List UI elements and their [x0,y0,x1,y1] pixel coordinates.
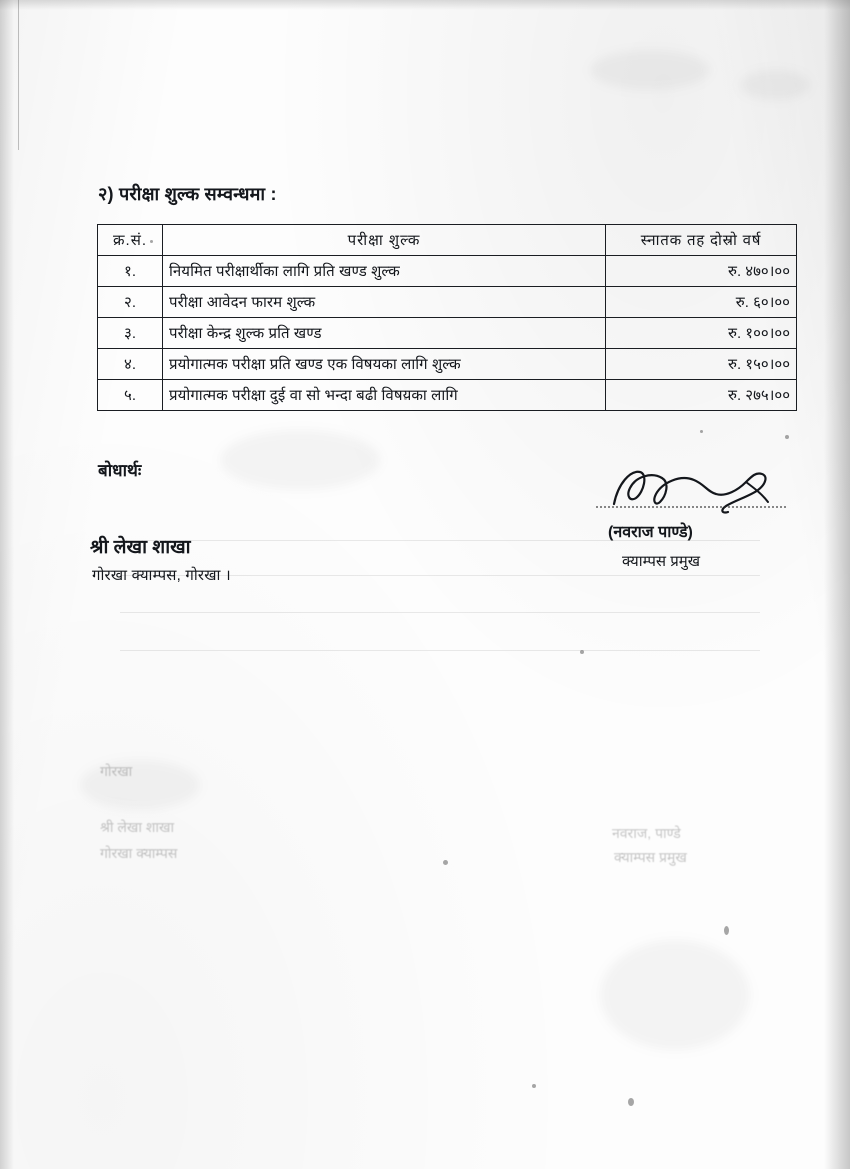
header-fee-description: परीक्षा शुल्क [163,225,606,256]
table-row [98,349,797,380]
cell-amount: रु. १००।०० [606,318,797,349]
cell-serial-number: २. [98,287,163,318]
cell-description: प्रयोगात्मक परीक्षा प्रति खण्ड एक विषयका लागि शुल्क [163,349,606,380]
signatory-name: (नवराज पाण्डे) [608,524,693,541]
cell-amount: रु. ६०।०० [606,287,797,318]
table-header-row [98,225,797,256]
cell-description: नियमित परीक्षार्थीका लागि प्रति खण्ड शुल्क [163,256,606,287]
table-row [98,380,797,411]
exam-fee-table [97,224,797,411]
cell-amount: रु. २७५।०० [606,380,797,411]
signature-dotted-line [596,506,786,508]
cell-serial-number: ५. [98,380,163,411]
cell-serial-number: ३. [98,318,163,349]
recipient-address: गोरखा क्याम्पस, गोरखा । [92,567,231,584]
signatory-title: क्याम्पस प्रमुख [622,553,700,570]
cell-serial-number: १. [98,256,163,287]
cell-serial-number: ४. [98,349,163,380]
bleed-through-text: गोरखा क्याम्पस [100,845,178,861]
cell-amount: रु. १५०।०० [606,349,797,380]
bleed-through-text: श्री लेखा शाखा [100,819,175,835]
table-row [98,287,797,318]
section-title: २) परीक्षा शुल्क सम्वन्धमा : [98,184,277,204]
bleed-through-text: गोरखा [100,763,133,779]
bleed-through-text: नवराज, पाण्डे [612,825,681,841]
recipient-name: श्री लेखा शाखा [90,537,191,558]
header-serial-number: क्र.सं. [98,225,163,256]
cell-amount: रु. ४७०।०० [606,256,797,287]
cell-description: परीक्षा आवेदन फारम शुल्क [163,287,606,318]
cell-description: प्रयोगात्मक परीक्षा दुई वा सो भन्दा बढी विषयका लागि [163,380,606,411]
table-row [98,318,797,349]
bleed-through-text: क्याम्पस प्रमुख [614,849,687,865]
table-row [98,256,797,287]
bodharth-label: बोधार्थः [98,461,142,480]
cell-description: परीक्षा केन्द्र शुल्क प्रति खण्ड [163,318,606,349]
header-amount: स्नातक तह दोस्रो वर्ष [606,225,797,256]
handwritten-signature-icon [596,462,786,518]
